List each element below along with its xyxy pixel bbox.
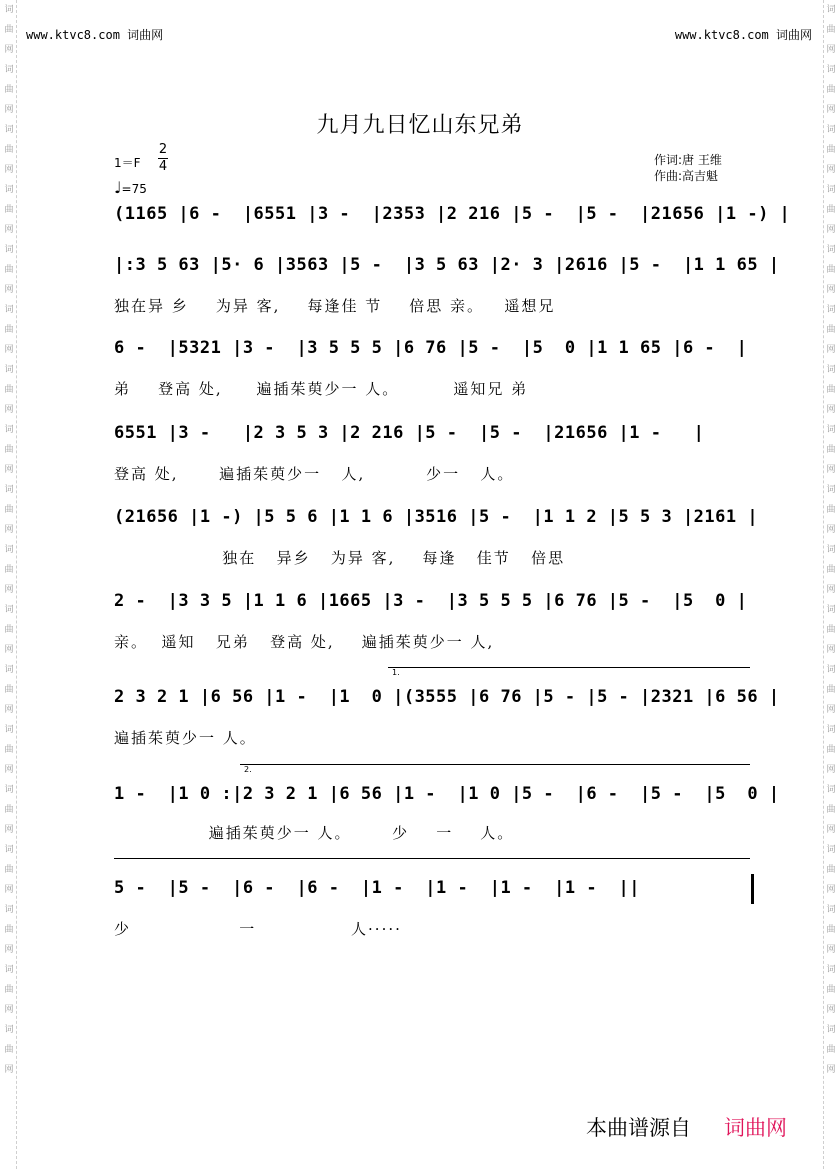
credits: [654, 152, 722, 184]
time-signature-top: 2: [158, 142, 168, 157]
lyric-line-6: 亲。 遥知 兄弟 登高 处, 遍插茱萸少一 人,: [114, 633, 495, 651]
lyricist: 作词:唐 王维: [654, 153, 722, 167]
volta-second-bracket: [240, 764, 750, 765]
notation-line-3: 6 - |5321 |3 - |3 5 5 5 |6 76 |5 - |5 0 |1 1 65 |6 - |: [114, 338, 748, 358]
lyric-line-8: 遍插茱萸少一 人。 少 一 人。: [114, 824, 515, 842]
key-signature: 1＝F: [114, 156, 141, 170]
notation-line-5: (21656 |1 -) |5 5 6 |1 1 6 |3516 |5 - |1 1 2 |5 5 3 |2161 |: [114, 507, 759, 527]
notation-line-2: |:3 5 63 |5· 6 |3563 |5 - |3 5 63 |2· 3 |2616 |5 - |1 1 65 |: [114, 255, 780, 275]
tempo-marking: [114, 178, 147, 197]
ending-slur: [114, 858, 750, 859]
lyric-line-5: 独在 异乡 为异 客, 每逢 佳节 倍思: [114, 549, 566, 567]
lyric-line-2: 独在异 乡 为异 客, 每逢佳 节 倍思 亲。 遥想兄: [114, 297, 556, 315]
final-barline: [751, 874, 754, 904]
notation-line-8: 1 - |1 0 :|2 3 2 1 |6 56 |1 - |1 0 |5 - |6 - |5 - |5 0 |: [114, 784, 780, 804]
footer-brand-link[interactable]: 词曲网: [724, 1116, 787, 1140]
quarter-note-icon: ♩: [114, 178, 122, 197]
footer-source-label: 本曲谱源自: [586, 1116, 691, 1140]
notation-line-9: 5 - |5 - |6 - |6 - |1 - |1 - |1 - |1 - ||: [114, 878, 641, 898]
lyric-line-9: 少 一 人·····: [114, 920, 402, 938]
volta-first-label: 1.: [392, 668, 400, 677]
time-signature: [158, 142, 168, 175]
volta-first-bracket: [388, 667, 750, 668]
notation-line-7: 2 3 2 1 |6 56 |1 - |1 0 |(3555 |6 76 |5 - |5 - |2321 |6 56 |: [114, 687, 780, 707]
notation-line-1: (1165 |6 - |6551 |3 - |2353 |2 216 |5 - |5 - |21656 |1 -) |: [114, 204, 791, 224]
lyric-line-7: 遍插茱萸少一 人。: [114, 729, 257, 747]
composer: 作曲:高吉魁: [654, 169, 719, 183]
tempo-value: =75: [121, 182, 147, 196]
time-signature-bottom: 4: [158, 159, 168, 174]
notation-line-6: 2 - |3 3 5 |1 1 6 |1665 |3 - |3 5 5 5 |6 76 |5 - |5 0 |: [114, 591, 748, 611]
header-url-right: www.ktvc8.com 词曲网: [674, 28, 812, 42]
volta-second-label: 2.: [244, 765, 252, 774]
side-watermark-left: 词曲网词曲网词曲网词曲网词曲网词曲网词曲网词曲网词曲网词曲网词曲网词曲网词曲网词曲网词曲网词曲网词曲网词曲网: [2, 0, 17, 1169]
side-watermark-right: 词曲网词曲网词曲网词曲网词曲网词曲网词曲网词曲网词曲网词曲网词曲网词曲网词曲网词曲网词曲网词曲网词曲网词曲网: [823, 0, 838, 1169]
lyric-line-3: 弟 登高 处, 遍插茱萸少一 人。 遥知兄 弟: [114, 380, 529, 398]
lyric-line-4: 登高 处, 遍插茱萸少一 人, 少一 人。: [114, 465, 515, 483]
header-url-left: www.ktvc8.com 词曲网: [26, 28, 164, 42]
notation-line-4: 6551 |3 - |2 3 5 3 |2 216 |5 - |5 - |21656 |1 - |: [114, 423, 705, 443]
song-title: 九月九日忆山东兄弟: [316, 113, 524, 138]
